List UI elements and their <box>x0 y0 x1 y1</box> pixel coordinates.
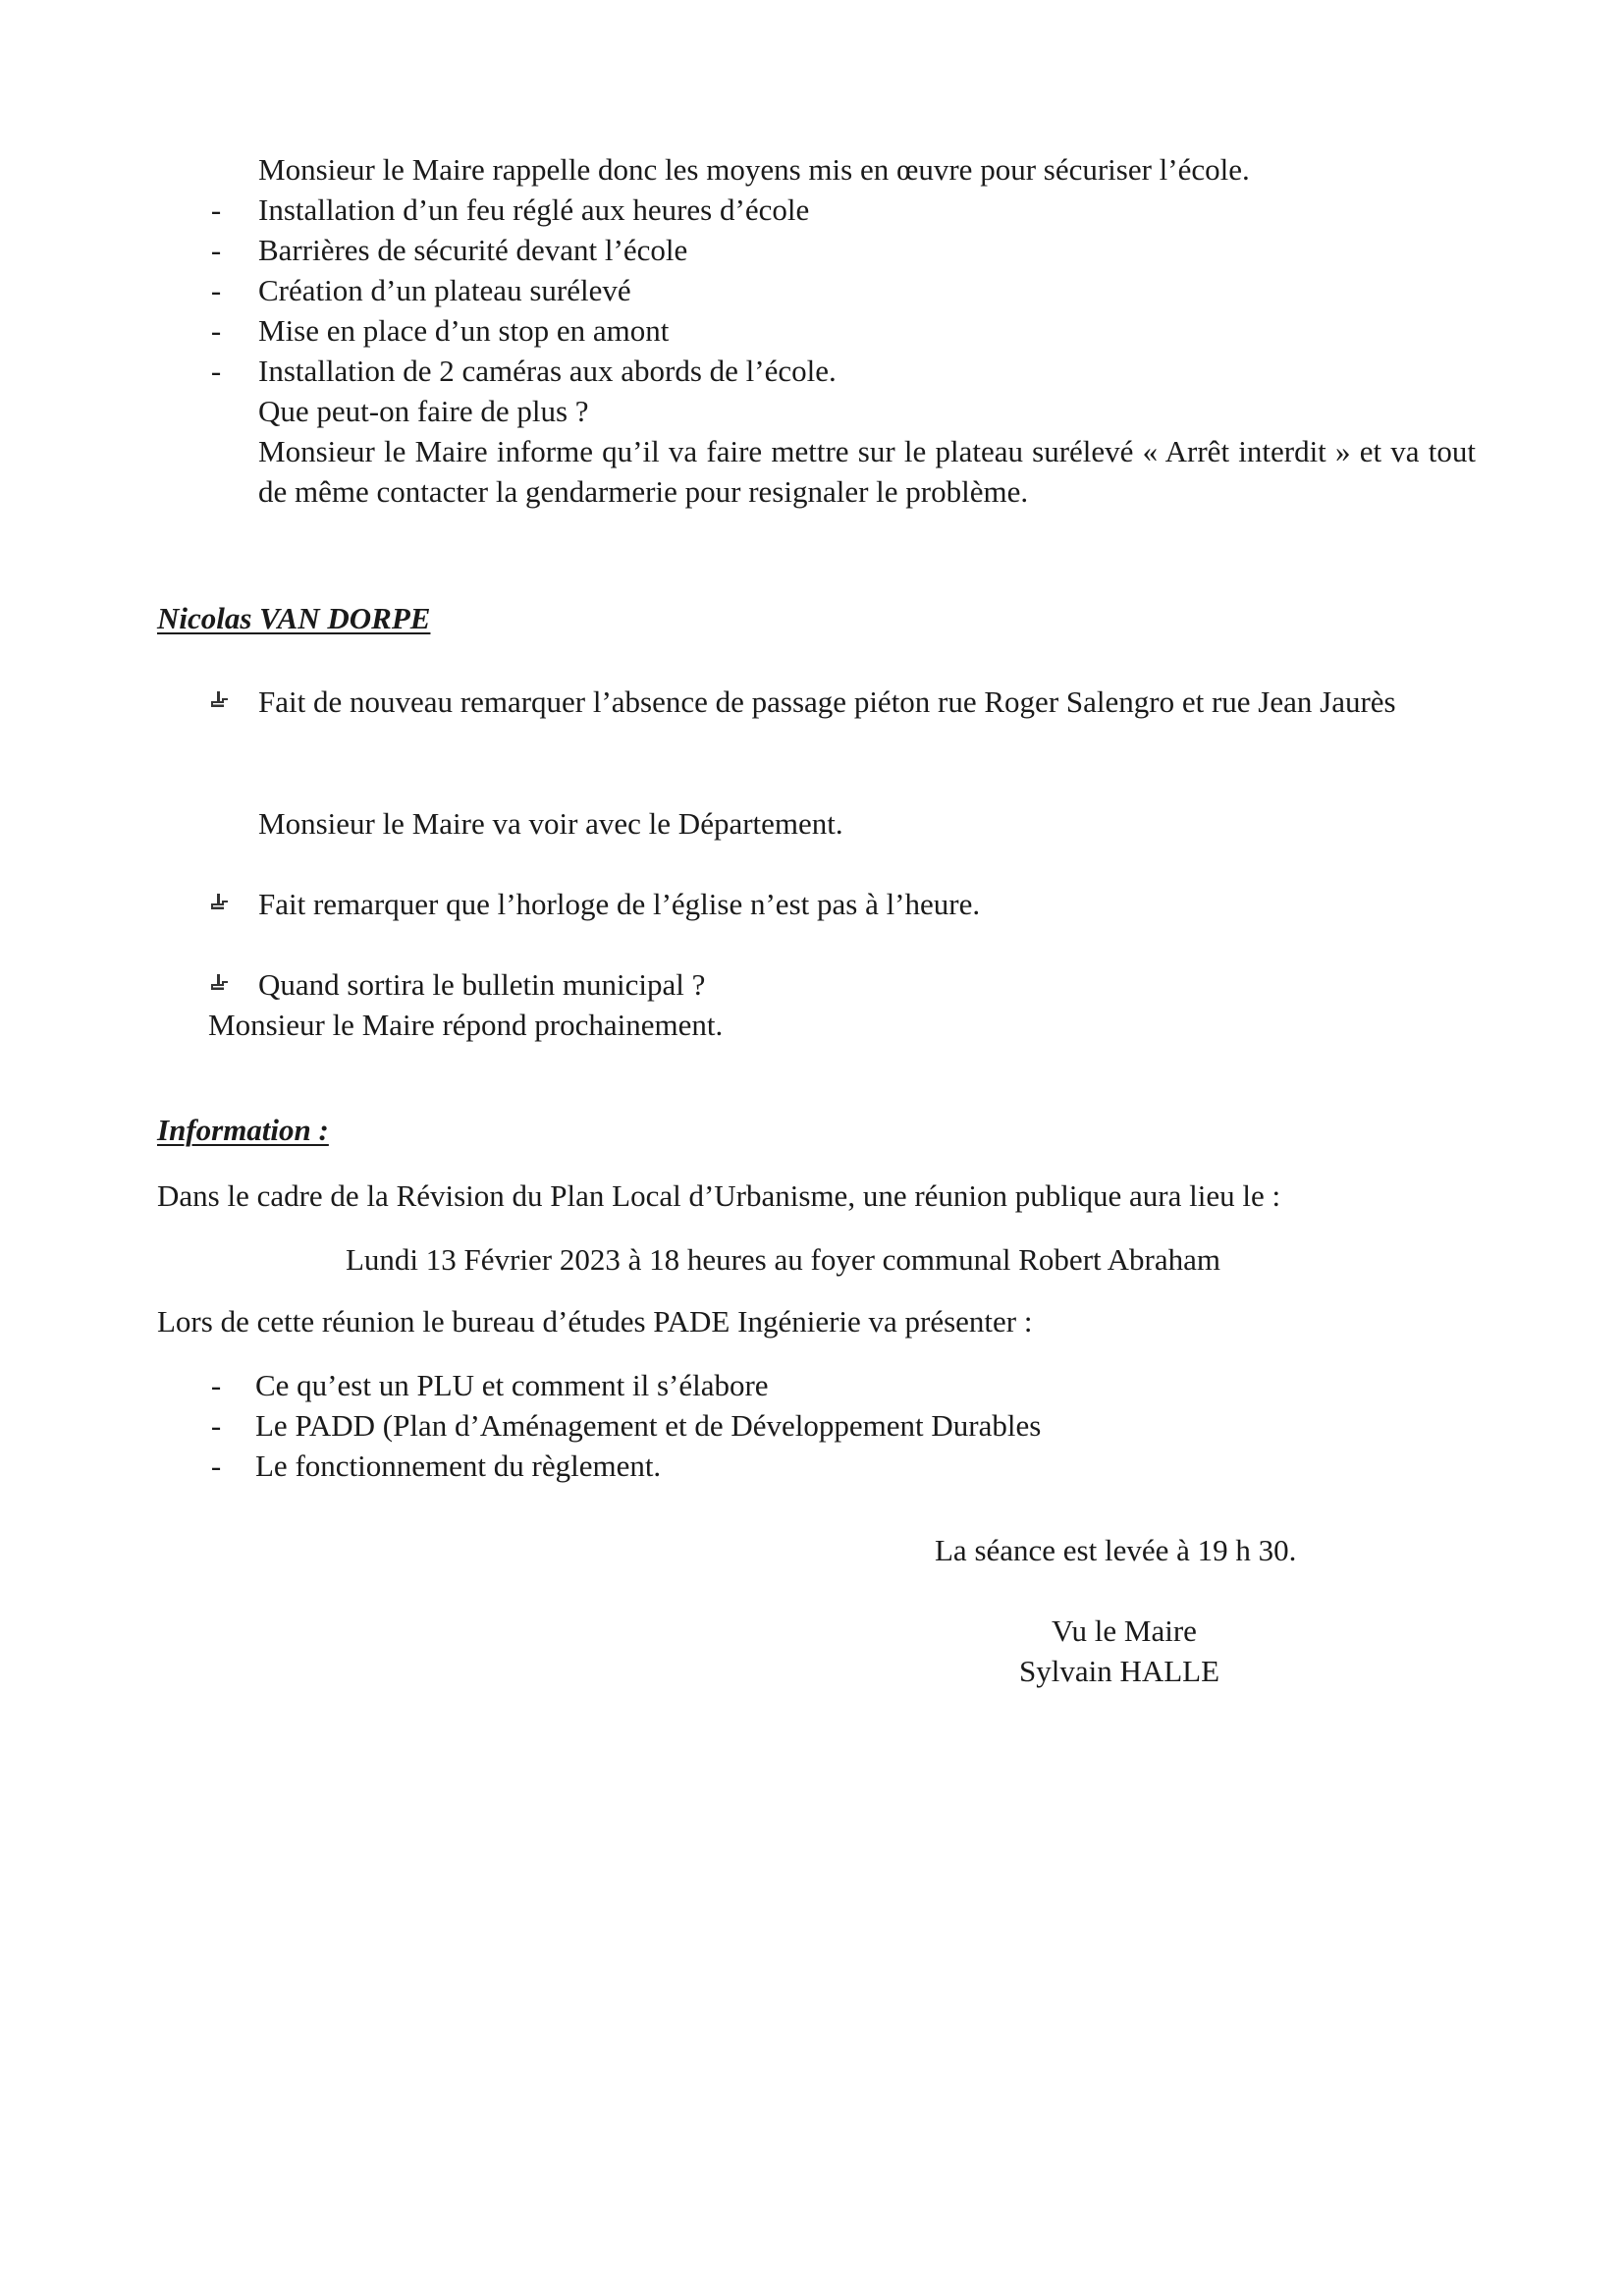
list-item: Ce qu’est un PLU et comment il s’élabore <box>255 1368 769 1402</box>
list-dash: - <box>210 192 222 227</box>
list-dash: - <box>210 1408 222 1443</box>
van-dorpe-point-3: Quand sortira le bulletin municipal ? <box>258 967 706 1002</box>
securite-reponse: Monsieur le Maire informe qu’il va faire mettre sur le plateau surélevé « Arrêt interdit » et va tout de même contacter la gendarmerie pour resignaler le problème. <box>258 434 1476 509</box>
list-dash: - <box>210 233 222 267</box>
van-dorpe-point-3-reponse: Monsieur le Maire répond prochainement. <box>208 1008 724 1042</box>
list-item: Le PADD (Plan d’Aménagement et de Développement Durables <box>255 1408 1042 1443</box>
information-presentation: Lors de cette réunion le bureau d’études PADE Ingénierie va présenter : <box>157 1304 1033 1339</box>
seance-levee: La séance est levée à 19 h 30. <box>935 1533 1297 1567</box>
van-dorpe-point-1: Fait de nouveau remarquer l’absence de passage piéton rue Roger Salengro et rue Jean Jaurès <box>258 684 1396 719</box>
section-heading-information: Information : <box>157 1113 329 1147</box>
van-dorpe-point-1-reponse: Monsieur le Maire va voir avec le Département. <box>258 806 843 841</box>
information-intro: Dans le cadre de la Révision du Plan Local d’Urbanisme, une réunion publique aura lieu le : <box>157 1178 1281 1213</box>
pointing-hand-icon <box>208 890 232 913</box>
securite-intro: Monsieur le Maire rappelle donc les moyens mis en œuvre pour sécuriser l’école. <box>258 152 1250 187</box>
list-item: Création d’un plateau surélevé <box>258 273 631 307</box>
list-dash: - <box>210 354 222 388</box>
list-dash: - <box>210 313 222 348</box>
list-item: Le fonctionnement du règlement. <box>255 1449 662 1483</box>
list-item: Barrières de sécurité devant l’école <box>258 233 688 267</box>
list-item: Installation d’un feu réglé aux heures d’école <box>258 192 810 227</box>
information-date: Lundi 13 Février 2023 à 18 heures au foyer communal Robert Abraham <box>346 1242 1221 1277</box>
list-item: Installation de 2 caméras aux abords de l’école. <box>258 354 837 388</box>
list-dash: - <box>210 1449 222 1483</box>
section-heading-van-dorpe: Nicolas VAN DORPE <box>157 601 431 635</box>
van-dorpe-point-2: Fait remarquer que l’horloge de l’église n’est pas à l’heure. <box>258 887 981 921</box>
securite-question: Que peut-on faire de plus ? <box>258 394 589 428</box>
list-dash: - <box>210 1368 222 1402</box>
pointing-hand-icon <box>208 687 232 711</box>
list-item: Mise en place d’un stop en amont <box>258 313 670 348</box>
list-dash: - <box>210 273 222 307</box>
pointing-hand-icon <box>208 970 232 994</box>
signature-name: Sylvain HALLE <box>1019 1654 1220 1688</box>
signature-vu: Vu le Maire <box>1052 1613 1197 1648</box>
